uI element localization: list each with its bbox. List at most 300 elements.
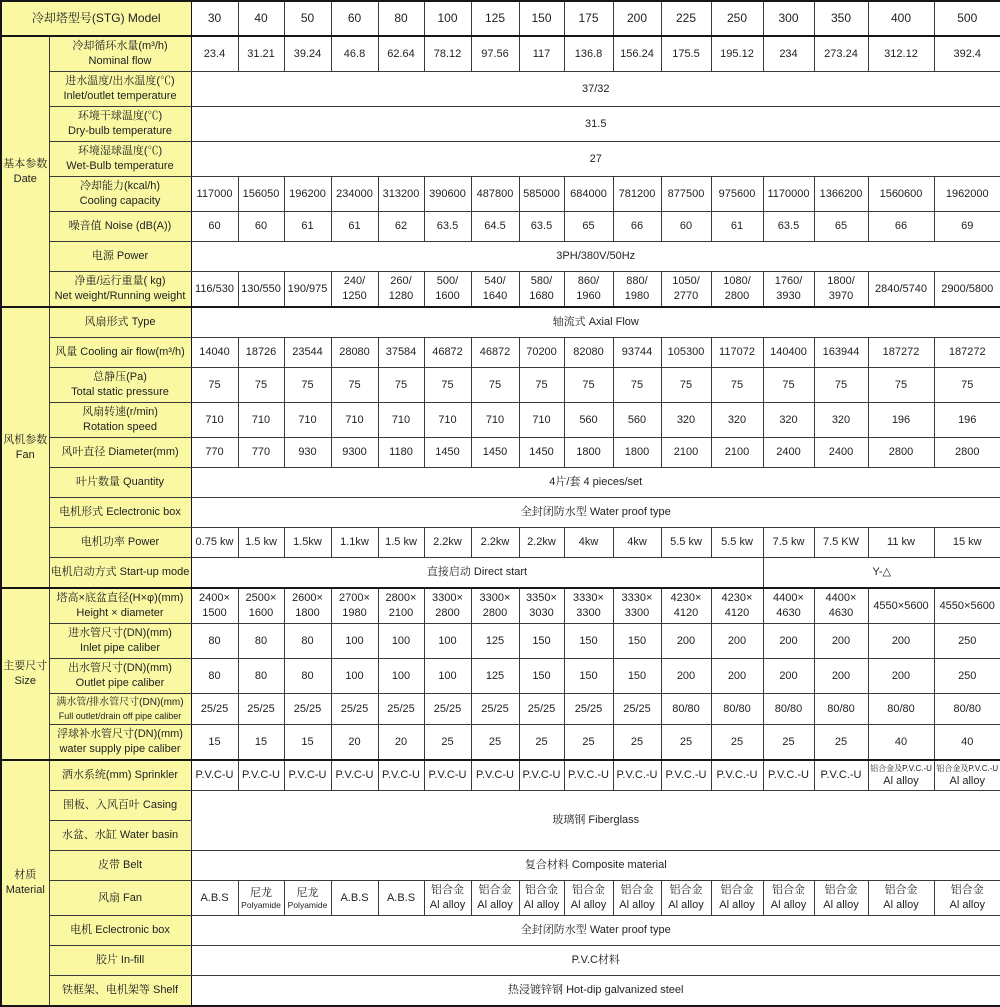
value-cell: 540/ 1640 (471, 272, 519, 308)
row-label: 风叶直径 Diameter(mm) (49, 438, 191, 468)
value-cell: 560 (564, 403, 613, 438)
value-cell: 15 (284, 725, 331, 761)
row-label: 水盆、水缸 Water basin (49, 821, 191, 851)
row-label: 洒水系统(mm) Sprinkler (49, 760, 191, 791)
model-column-header: 100 (424, 1, 471, 36)
merged-value-cell: 31.5 (191, 107, 1000, 142)
value-cell: P.V.C.-U (613, 760, 661, 791)
value-cell: A.B.S (191, 881, 238, 916)
value-cell: 25 (564, 725, 613, 761)
value-cell: 117000 (191, 177, 238, 212)
value-cell: 1560600 (868, 177, 934, 212)
value-cell: 100 (424, 624, 471, 659)
value-cell: 7.5 KW (814, 528, 868, 558)
value-cell: 61 (331, 212, 378, 242)
row-label: 净重/运行重量( kg) Net weight/Running weight (49, 272, 191, 308)
value-cell: 487800 (471, 177, 519, 212)
model-column-header: 225 (661, 1, 711, 36)
model-column-header: 500 (934, 1, 1000, 36)
value-cell: 2840/5740 (868, 272, 934, 308)
value-cell: 320 (661, 403, 711, 438)
value-cell: 156050 (238, 177, 284, 212)
value-cell: 64.5 (471, 212, 519, 242)
value-cell: 25/25 (191, 694, 238, 725)
value-cell: 15 kw (934, 528, 1000, 558)
row-label: 噪音值 Noise (dB(A)) (49, 212, 191, 242)
model-column-header: 350 (814, 1, 868, 36)
row-label: 叶片数量 Quantity (49, 468, 191, 498)
value-cell: P.V.C.-U (814, 760, 868, 791)
table-row (1, 107, 1000, 142)
value-cell: 4kw (613, 528, 661, 558)
row-label: 环境湿球温度(℃) Wet-Bulb temperature (49, 142, 191, 177)
merged-value-cell: P.V.C材料 (191, 946, 1000, 976)
value-cell: 23.4 (191, 36, 238, 72)
table-row (1, 725, 1000, 761)
value-cell: 877500 (661, 177, 711, 212)
model-column-header: 40 (238, 1, 284, 36)
value-cell: 20 (378, 725, 424, 761)
value-cell: 75 (814, 368, 868, 403)
value-cell: 930 (284, 438, 331, 468)
value-cell: 75 (471, 368, 519, 403)
value-cell: 860/ 1960 (564, 272, 613, 308)
merged-value-cell: 全封闭防水型 Water proof type (191, 916, 1000, 946)
table-row (1, 368, 1000, 403)
model-column-header: 150 (519, 1, 564, 36)
value-cell: 66 (613, 212, 661, 242)
value-cell: 585000 (519, 177, 564, 212)
value-cell: 80 (238, 624, 284, 659)
value-cell: 1.5 kw (238, 528, 284, 558)
value-cell: P.V.C-U (424, 760, 471, 791)
value-cell: 770 (191, 438, 238, 468)
value-cell: P.V.C.-U (661, 760, 711, 791)
value-cell: 684000 (564, 177, 613, 212)
value-cell: 23544 (284, 338, 331, 368)
value-cell: 75 (934, 368, 1000, 403)
value-cell: 234000 (331, 177, 378, 212)
value-cell: 105300 (661, 338, 711, 368)
value-cell: 156.24 (613, 36, 661, 72)
row-label: 总静压(Pa) Total static pressure (49, 368, 191, 403)
value-cell: 25 (763, 725, 814, 761)
value-cell: 尼龙 Polyamide (284, 881, 331, 916)
value-cell: 320 (711, 403, 763, 438)
value-cell: 25/25 (564, 694, 613, 725)
value-cell: 25/25 (519, 694, 564, 725)
section-group-label: 主要尺寸 Size (1, 588, 49, 760)
row-label: 电机启动方式 Start-up mode (49, 558, 191, 589)
value-cell: 60 (238, 212, 284, 242)
value-cell: 1760/ 3930 (763, 272, 814, 308)
model-label-cell: 冷却塔型号(STG) Model (1, 1, 191, 36)
value-cell: 46.8 (331, 36, 378, 72)
value-cell: 75 (519, 368, 564, 403)
value-cell: 1180 (378, 438, 424, 468)
value-cell: 200 (814, 659, 868, 694)
value-cell: A.B.S (378, 881, 424, 916)
value-cell: 37584 (378, 338, 424, 368)
value-cell: 710 (471, 403, 519, 438)
value-cell: 75 (613, 368, 661, 403)
value-cell: P.V.C-U (378, 760, 424, 791)
value-cell: 4230× 4120 (661, 588, 711, 624)
table-row (1, 272, 1000, 308)
value-cell: 3300× 2800 (471, 588, 519, 624)
merged-value-cell: 玻璃钢 Fiberglass (191, 791, 1000, 851)
value-cell: 200 (661, 624, 711, 659)
value-cell: 60 (661, 212, 711, 242)
value-cell: 2400 (763, 438, 814, 468)
value-cell: P.V.C-U (238, 760, 284, 791)
value-cell: 1800 (564, 438, 613, 468)
value-cell: 31.21 (238, 36, 284, 72)
merged-value-cell: 复合材料 Composite material (191, 851, 1000, 881)
value-cell: 200 (711, 624, 763, 659)
row-label: 电源 Power (49, 242, 191, 272)
value-cell: 铝合金 Al alloy (661, 881, 711, 916)
merged-value-cell: 全封闭防水型 Water proof type (191, 498, 1000, 528)
value-cell: 25 (424, 725, 471, 761)
row-label: 风扇 Fan (49, 881, 191, 916)
value-cell: 82080 (564, 338, 613, 368)
value-cell: 25/25 (331, 694, 378, 725)
value-cell: 63.5 (763, 212, 814, 242)
value-cell: 25/25 (378, 694, 424, 725)
value-cell: 2400× 1500 (191, 588, 238, 624)
table-row (1, 916, 1000, 946)
merged-value-cell: Y-△ (763, 558, 1000, 589)
table-row (1, 851, 1000, 881)
value-cell: 1800/ 3970 (814, 272, 868, 308)
table-row (1, 338, 1000, 368)
table-row (1, 791, 1000, 821)
spec-table-body (1, 1, 1000, 1006)
table-row (1, 946, 1000, 976)
table-row (1, 624, 1000, 659)
row-label: 出水管尺寸(DN)(mm) Outlet pipe caliber (49, 659, 191, 694)
value-cell: 390600 (424, 177, 471, 212)
value-cell: 196 (868, 403, 934, 438)
merged-value-cell: 4片/套 4 pieces/set (191, 468, 1000, 498)
table-row (1, 177, 1000, 212)
value-cell: 2.2kw (424, 528, 471, 558)
row-label: 风扇转速(r/min) Rotation speed (49, 403, 191, 438)
value-cell: 80 (191, 659, 238, 694)
value-cell: P.V.C.-U (763, 760, 814, 791)
value-cell: 1800 (613, 438, 661, 468)
value-cell: 2100 (661, 438, 711, 468)
value-cell: 3330× 3300 (564, 588, 613, 624)
value-cell: 150 (519, 624, 564, 659)
row-label: 冷却循环水量(m³/h) Nominal flow (49, 36, 191, 72)
value-cell: 150 (564, 659, 613, 694)
value-cell: 130/550 (238, 272, 284, 308)
value-cell: 铝合金 Al alloy (814, 881, 868, 916)
merged-value-cell: 37/32 (191, 72, 1000, 107)
value-cell: 铝合金 Al alloy (471, 881, 519, 916)
value-cell: 铝合金及P.V.C.-U Al alloy (934, 760, 1000, 791)
value-cell: 234 (763, 36, 814, 72)
value-cell: 80 (284, 624, 331, 659)
value-cell: 15 (238, 725, 284, 761)
value-cell: 69 (934, 212, 1000, 242)
value-cell: P.V.C-U (284, 760, 331, 791)
value-cell: 40 (868, 725, 934, 761)
value-cell: 75 (868, 368, 934, 403)
table-row (1, 659, 1000, 694)
merged-value-cell: 直接启动 Direct start (191, 558, 763, 589)
value-cell: 1.5kw (284, 528, 331, 558)
section-group-label: 风机参数 Fan (1, 307, 49, 588)
table-row (1, 528, 1000, 558)
value-cell: 2700× 1980 (331, 588, 378, 624)
value-cell: 710 (191, 403, 238, 438)
value-cell: 710 (519, 403, 564, 438)
value-cell: 75 (284, 368, 331, 403)
value-cell: 61 (711, 212, 763, 242)
value-cell: 2100 (711, 438, 763, 468)
value-cell: 40 (934, 725, 1000, 761)
value-cell: 15 (191, 725, 238, 761)
value-cell: 7.5 kw (763, 528, 814, 558)
value-cell: 312.12 (868, 36, 934, 72)
value-cell: 5.5 kw (661, 528, 711, 558)
value-cell: 250 (934, 659, 1000, 694)
value-cell: 80/80 (934, 694, 1000, 725)
value-cell: 1450 (424, 438, 471, 468)
value-cell: 392.4 (934, 36, 1000, 72)
value-cell: 4kw (564, 528, 613, 558)
value-cell: 196200 (284, 177, 331, 212)
value-cell: 80/80 (661, 694, 711, 725)
value-cell: 260/ 1280 (378, 272, 424, 308)
value-cell: 320 (763, 403, 814, 438)
merged-value-cell: 热浸镀锌钢 Hot-dip galvanized steel (191, 976, 1000, 1007)
value-cell: 75 (378, 368, 424, 403)
value-cell: 4400× 4630 (814, 588, 868, 624)
value-cell: 2900/5800 (934, 272, 1000, 308)
model-column-header: 80 (378, 1, 424, 36)
row-label: 风扇形式 Type (49, 307, 191, 338)
value-cell: 200 (763, 659, 814, 694)
value-cell: 2800 (868, 438, 934, 468)
value-cell: P.V.C.-U (711, 760, 763, 791)
value-cell: 150 (613, 624, 661, 659)
value-cell: 2800 (934, 438, 1000, 468)
value-cell: 25 (471, 725, 519, 761)
value-cell: 铝合金 Al alloy (763, 881, 814, 916)
row-label: 塔高×底盆直径(H×φ)(mm) Height × diameter (49, 588, 191, 624)
row-label: 铁框架、电机架等 Shelf (49, 976, 191, 1007)
value-cell: 75 (711, 368, 763, 403)
value-cell: 75 (661, 368, 711, 403)
value-cell: 铝合金及P.V.C.-U Al alloy (868, 760, 934, 791)
value-cell: 75 (424, 368, 471, 403)
value-cell: 710 (424, 403, 471, 438)
value-cell: 150 (564, 624, 613, 659)
value-cell: 2800× 2100 (378, 588, 424, 624)
value-cell: 140400 (763, 338, 814, 368)
table-row (1, 438, 1000, 468)
row-label: 围板、入风百叶 Casing (49, 791, 191, 821)
value-cell: 5.5 kw (711, 528, 763, 558)
value-cell: 100 (424, 659, 471, 694)
model-column-header: 30 (191, 1, 238, 36)
value-cell: 3330× 3300 (613, 588, 661, 624)
value-cell: 75 (331, 368, 378, 403)
merged-value-cell: 27 (191, 142, 1000, 177)
value-cell: 4550×5600 (934, 588, 1000, 624)
value-cell: 25 (814, 725, 868, 761)
table-row (1, 36, 1000, 72)
row-label: 电机 Eclectronic box (49, 916, 191, 946)
value-cell: 97.56 (471, 36, 519, 72)
value-cell: 25 (711, 725, 763, 761)
value-cell: 136.8 (564, 36, 613, 72)
model-column-header: 400 (868, 1, 934, 36)
value-cell: 75 (763, 368, 814, 403)
value-cell: 150 (613, 659, 661, 694)
value-cell: 710 (331, 403, 378, 438)
value-cell: 710 (238, 403, 284, 438)
merged-value-cell: 轴流式 Axial Flow (191, 307, 1000, 338)
row-label: 浮球补水管尺寸(DN)(mm) water supply pipe caliber (49, 725, 191, 761)
value-cell: 200 (763, 624, 814, 659)
value-cell: A.B.S (331, 881, 378, 916)
table-row (1, 307, 1000, 338)
value-cell: 200 (814, 624, 868, 659)
value-cell: 1450 (519, 438, 564, 468)
value-cell: 63.5 (519, 212, 564, 242)
value-cell: 80/80 (711, 694, 763, 725)
value-cell: 975600 (711, 177, 763, 212)
value-cell: 190/975 (284, 272, 331, 308)
value-cell: 80 (191, 624, 238, 659)
table-row (1, 694, 1000, 725)
table-row (1, 403, 1000, 438)
value-cell: P.V.C-U (331, 760, 378, 791)
row-label: 冷却能力(kcal/h) Cooling capacity (49, 177, 191, 212)
value-cell: 187272 (934, 338, 1000, 368)
value-cell: 铝合金 Al alloy (613, 881, 661, 916)
value-cell: 175.5 (661, 36, 711, 72)
row-label: 电机功率 Power (49, 528, 191, 558)
value-cell: P.V.C-U (471, 760, 519, 791)
value-cell: 28080 (331, 338, 378, 368)
value-cell: 65 (564, 212, 613, 242)
table-row (1, 558, 1000, 589)
row-label: 环境干球温度(℃) Dry-bulb temperature (49, 107, 191, 142)
section-group-label: 材质 Material (1, 760, 49, 1006)
model-column-header: 50 (284, 1, 331, 36)
model-column-header: 60 (331, 1, 378, 36)
value-cell: 9300 (331, 438, 378, 468)
row-label: 进水温度/出水温度(℃) Inlet/outlet temperature (49, 72, 191, 107)
value-cell: 200 (711, 659, 763, 694)
value-cell: 125 (471, 624, 519, 659)
value-cell: 80/80 (763, 694, 814, 725)
merged-value-cell: 3PH/380V/50Hz (191, 242, 1000, 272)
value-cell: 18726 (238, 338, 284, 368)
value-cell: 187272 (868, 338, 934, 368)
value-cell: 4550×5600 (868, 588, 934, 624)
value-cell: 117 (519, 36, 564, 72)
model-column-header: 250 (711, 1, 763, 36)
value-cell: 75 (564, 368, 613, 403)
value-cell: 铝合金 Al alloy (564, 881, 613, 916)
table-row (1, 760, 1000, 791)
value-cell: 80/80 (868, 694, 934, 725)
value-cell: 200 (661, 659, 711, 694)
value-cell: 196 (934, 403, 1000, 438)
model-header-row (1, 1, 1000, 36)
value-cell: 60 (191, 212, 238, 242)
value-cell: 313200 (378, 177, 424, 212)
value-cell: 273.24 (814, 36, 868, 72)
model-column-header: 125 (471, 1, 519, 36)
value-cell: 4400× 4630 (763, 588, 814, 624)
value-cell: 39.24 (284, 36, 331, 72)
value-cell: 铝合金 Al alloy (519, 881, 564, 916)
value-cell: 100 (331, 659, 378, 694)
value-cell: 125 (471, 659, 519, 694)
table-row (1, 242, 1000, 272)
value-cell: 250 (934, 624, 1000, 659)
row-label: 皮带 Belt (49, 851, 191, 881)
value-cell: 25/25 (471, 694, 519, 725)
value-cell: 4230× 4120 (711, 588, 763, 624)
value-cell: 580/ 1680 (519, 272, 564, 308)
value-cell: 铝合金 Al alloy (424, 881, 471, 916)
value-cell: 3350× 3030 (519, 588, 564, 624)
value-cell: 200 (868, 624, 934, 659)
value-cell: 25 (661, 725, 711, 761)
value-cell: 710 (378, 403, 424, 438)
value-cell: 25/25 (284, 694, 331, 725)
value-cell: P.V.C.-U (564, 760, 613, 791)
value-cell: 46872 (424, 338, 471, 368)
value-cell: 铝合金 Al alloy (934, 881, 1000, 916)
value-cell: 80 (284, 659, 331, 694)
value-cell: 25 (519, 725, 564, 761)
value-cell: 63.5 (424, 212, 471, 242)
value-cell: 880/ 1980 (613, 272, 661, 308)
value-cell: 1450 (471, 438, 519, 468)
value-cell: 20 (331, 725, 378, 761)
value-cell: 2.2kw (471, 528, 519, 558)
value-cell: 78.12 (424, 36, 471, 72)
table-row (1, 72, 1000, 107)
value-cell: 2400 (814, 438, 868, 468)
value-cell: 100 (378, 659, 424, 694)
row-label: 胶片 In-fill (49, 946, 191, 976)
value-cell: 65 (814, 212, 868, 242)
value-cell: 710 (284, 403, 331, 438)
value-cell: 80 (238, 659, 284, 694)
value-cell: 25/25 (238, 694, 284, 725)
value-cell: 0.75 kw (191, 528, 238, 558)
value-cell: 铝合金 Al alloy (868, 881, 934, 916)
value-cell: 62.64 (378, 36, 424, 72)
value-cell: 3300× 2800 (424, 588, 471, 624)
value-cell: 1.5 kw (378, 528, 424, 558)
value-cell: 75 (238, 368, 284, 403)
model-column-header: 200 (613, 1, 661, 36)
row-label: 进水管尺寸(DN)(mm) Inlet pipe caliber (49, 624, 191, 659)
value-cell: 70200 (519, 338, 564, 368)
